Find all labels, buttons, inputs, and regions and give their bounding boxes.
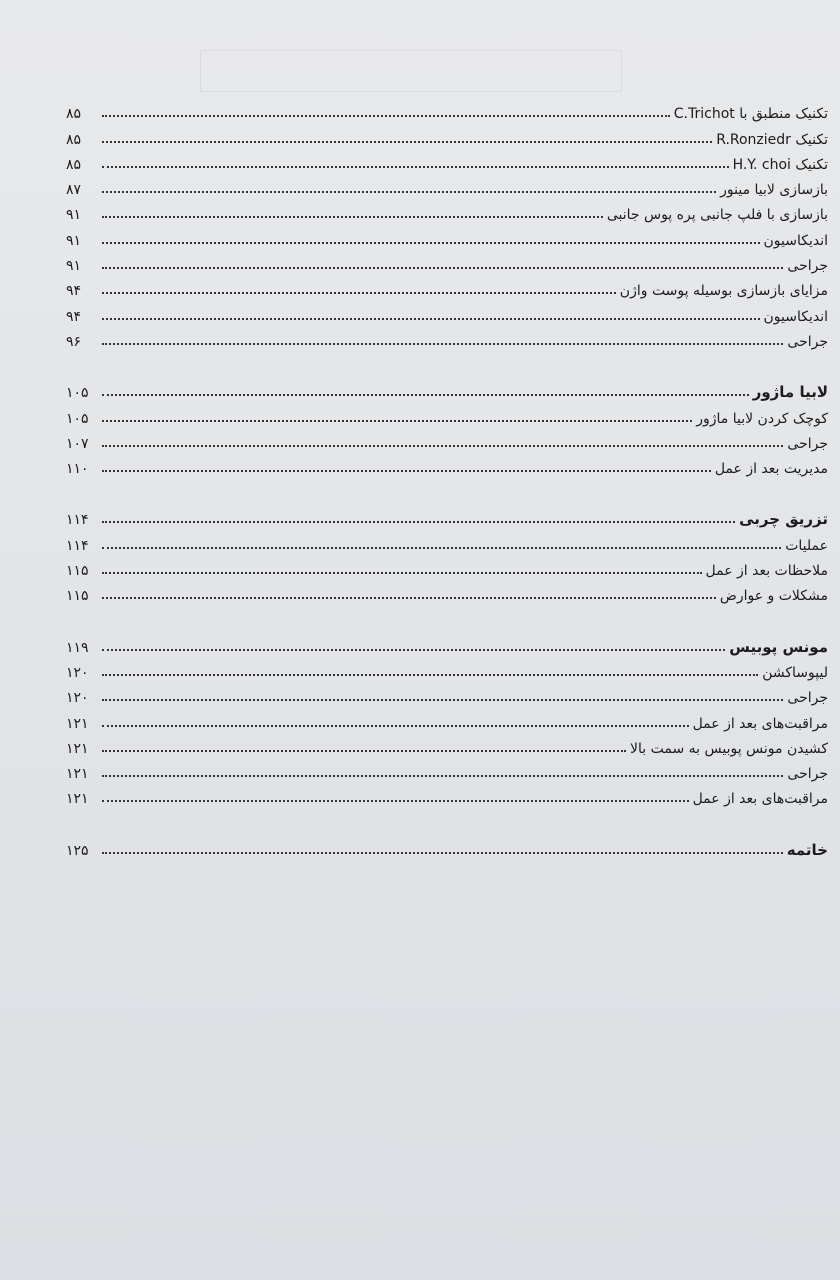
bleed-through-box bbox=[200, 50, 622, 92]
dot-leader bbox=[102, 445, 783, 447]
entry-title-text: جراحی bbox=[787, 333, 828, 350]
toc-heading-entry[interactable] bbox=[66, 502, 828, 527]
toc-section bbox=[66, 96, 828, 349]
entry-title bbox=[762, 310, 829, 324]
entry-title-text: تزریق چربی bbox=[739, 510, 828, 529]
entry-title-text: مونس پوبیس bbox=[729, 637, 828, 656]
toc-heading-entry[interactable] bbox=[66, 629, 828, 654]
entry-title bbox=[785, 691, 828, 705]
entry-title bbox=[785, 437, 828, 451]
entry-title-text: جراحی bbox=[787, 435, 828, 452]
table-of-contents bbox=[66, 96, 828, 858]
entry-title-text: اندیکاسیون bbox=[763, 308, 828, 325]
toc-entry[interactable] bbox=[66, 96, 828, 121]
page-number: ۱۱۰ bbox=[66, 461, 89, 478]
entry-title bbox=[760, 666, 828, 680]
entry-title-text: کوچک کردن لابیا ماژور bbox=[696, 410, 828, 427]
dot-leader bbox=[102, 141, 712, 143]
page-number: ۹۱ bbox=[66, 258, 82, 275]
toc-entry[interactable] bbox=[66, 197, 828, 222]
dot-leader bbox=[102, 242, 760, 244]
toc-entry[interactable] bbox=[66, 705, 828, 730]
entry-title-text: بازسازی با فلپ جانبی پره پوس جانبی bbox=[606, 207, 828, 224]
toc-section bbox=[66, 629, 828, 806]
dot-leader bbox=[102, 674, 758, 676]
entry-title bbox=[704, 564, 829, 578]
toc-entry[interactable] bbox=[66, 553, 828, 578]
entry-title-text: جراحی bbox=[787, 766, 828, 783]
dot-leader bbox=[102, 725, 689, 727]
entry-title bbox=[727, 637, 828, 656]
dot-leader bbox=[102, 420, 692, 422]
toc-entry[interactable] bbox=[66, 298, 828, 323]
entry-title-latin: H.Y. choi bbox=[732, 156, 791, 173]
toc-entry[interactable] bbox=[66, 248, 828, 273]
entry-title bbox=[672, 107, 828, 121]
page-number: ۱۲۰ bbox=[66, 690, 89, 707]
toc-entry[interactable] bbox=[66, 121, 828, 146]
entry-title-text: جراحی bbox=[787, 258, 828, 275]
toc-heading-entry[interactable] bbox=[66, 832, 828, 857]
entry-title bbox=[785, 767, 828, 781]
toc-heading-entry[interactable] bbox=[66, 375, 828, 400]
toc-entry[interactable] bbox=[66, 527, 828, 552]
entry-title-text: خاتمه bbox=[786, 840, 828, 859]
page-number: ۱۲۱ bbox=[66, 740, 89, 757]
page-number: ۱۰۵ bbox=[66, 410, 89, 427]
page-number: ۸۵ bbox=[66, 156, 82, 173]
dot-leader bbox=[102, 547, 781, 549]
dot-leader bbox=[102, 166, 729, 168]
page-number: ۸۷ bbox=[66, 182, 82, 199]
page-number: ۱۱۹ bbox=[66, 639, 89, 656]
dot-leader bbox=[102, 267, 783, 269]
toc-entry[interactable] bbox=[66, 222, 828, 247]
section-gap bbox=[66, 349, 828, 375]
page-number: ۱۱۵ bbox=[66, 588, 89, 605]
toc-entry[interactable] bbox=[66, 147, 828, 172]
entry-title bbox=[605, 208, 828, 222]
entry-title-latin: C.Trichot bbox=[673, 106, 735, 123]
page-number: ۱۲۰ bbox=[66, 664, 89, 681]
dot-leader bbox=[102, 470, 711, 472]
page-number: ۱۰۷ bbox=[66, 435, 89, 452]
entry-title bbox=[718, 183, 828, 197]
entry-title-text: لیپوساکشن bbox=[762, 664, 828, 681]
entry-title-text: لابیا ماژور bbox=[752, 383, 828, 402]
entry-title-text: کشیدن مونس پوبیس به سمت بالا bbox=[630, 740, 828, 757]
entry-title bbox=[714, 133, 828, 147]
section-gap bbox=[66, 476, 828, 502]
entry-title bbox=[628, 742, 828, 756]
entry-title bbox=[618, 284, 828, 298]
toc-entry[interactable] bbox=[66, 731, 828, 756]
entry-title bbox=[785, 335, 828, 349]
entry-title-text: مراقبت‌های بعد از عمل bbox=[692, 715, 828, 732]
entry-title bbox=[691, 717, 828, 731]
dot-leader bbox=[102, 292, 616, 294]
section-gap bbox=[66, 603, 828, 629]
page-number: ۱۱۵ bbox=[66, 563, 89, 580]
toc-entry[interactable] bbox=[66, 781, 828, 806]
entry-title bbox=[691, 792, 828, 806]
page-number: ۹۴ bbox=[66, 283, 82, 300]
entry-title-text: تکنیک bbox=[790, 156, 828, 173]
dot-leader bbox=[102, 318, 760, 320]
entry-title-text: مشکلات و عوارض bbox=[719, 588, 828, 605]
dot-leader bbox=[102, 649, 725, 651]
entry-title-text: تکنیک منطبق با bbox=[734, 106, 828, 123]
toc-entry[interactable] bbox=[66, 756, 828, 781]
page-number: ۹۴ bbox=[66, 308, 82, 325]
toc-entry[interactable] bbox=[66, 273, 828, 298]
entry-title bbox=[785, 840, 828, 859]
page-number: ۸۵ bbox=[66, 131, 82, 148]
dot-leader bbox=[102, 343, 783, 345]
dot-leader bbox=[102, 521, 735, 523]
page-number: ۹۱ bbox=[66, 232, 82, 249]
page-number: ۹۶ bbox=[66, 333, 82, 350]
entry-title-text: عملیات bbox=[785, 537, 828, 554]
entry-title-text: مدیریت بعد از عمل bbox=[714, 461, 828, 478]
page-number: ۱۱۴ bbox=[66, 537, 89, 554]
entry-title bbox=[737, 512, 828, 527]
dot-leader bbox=[102, 852, 783, 854]
toc-entry[interactable] bbox=[66, 578, 828, 603]
entry-title-text: اندیکاسیون bbox=[763, 232, 828, 249]
entry-title-text: تکنیک bbox=[790, 131, 828, 148]
entry-title bbox=[783, 539, 828, 553]
entry-title-text: بازسازی لابیا مینور bbox=[720, 182, 828, 199]
page-number: ۹۱ bbox=[66, 207, 82, 224]
toc-entry[interactable] bbox=[66, 451, 828, 476]
entry-title-text: مراقبت‌های بعد از عمل bbox=[692, 791, 828, 808]
toc-entry[interactable] bbox=[66, 426, 828, 451]
dot-leader bbox=[102, 800, 689, 802]
entry-title bbox=[762, 234, 829, 248]
entry-title-latin: R.Ronziedr bbox=[716, 131, 791, 148]
entry-title bbox=[694, 412, 828, 426]
entry-title bbox=[718, 589, 828, 603]
page-number: ۱۲۱ bbox=[66, 715, 89, 732]
dot-leader bbox=[102, 191, 716, 193]
page-number: ۸۵ bbox=[66, 106, 82, 123]
entry-title bbox=[751, 385, 828, 400]
page-number: ۱۱۴ bbox=[66, 512, 89, 529]
dot-leader bbox=[102, 572, 702, 574]
toc-entry[interactable] bbox=[66, 324, 828, 349]
entry-title-text: ملاحظات بعد از عمل bbox=[705, 563, 828, 580]
section-gap bbox=[66, 806, 828, 832]
toc-section bbox=[66, 832, 828, 857]
dot-leader bbox=[102, 597, 716, 599]
page-number: ۱۲۵ bbox=[66, 842, 89, 859]
dot-leader bbox=[102, 699, 783, 701]
toc-entry[interactable] bbox=[66, 172, 828, 197]
entry-title-text: جراحی bbox=[787, 690, 828, 707]
entry-title bbox=[731, 158, 828, 172]
toc-entry[interactable] bbox=[66, 400, 828, 425]
dot-leader bbox=[102, 394, 749, 396]
page-number: ۱۰۵ bbox=[66, 385, 89, 402]
dot-leader bbox=[102, 750, 626, 752]
entry-title bbox=[713, 462, 828, 476]
page-number: ۱۲۱ bbox=[66, 766, 89, 783]
toc-section bbox=[66, 375, 828, 476]
entry-title-text: مزایای بازسازی بوسیله پوست واژن bbox=[619, 283, 828, 300]
dot-leader bbox=[102, 775, 783, 777]
entry-title bbox=[785, 259, 828, 273]
page-number: ۱۲۱ bbox=[66, 791, 89, 808]
dot-leader bbox=[102, 115, 670, 117]
toc-section bbox=[66, 502, 828, 603]
dot-leader bbox=[102, 216, 603, 218]
toc-entry[interactable] bbox=[66, 680, 828, 705]
toc-entry[interactable] bbox=[66, 655, 828, 680]
